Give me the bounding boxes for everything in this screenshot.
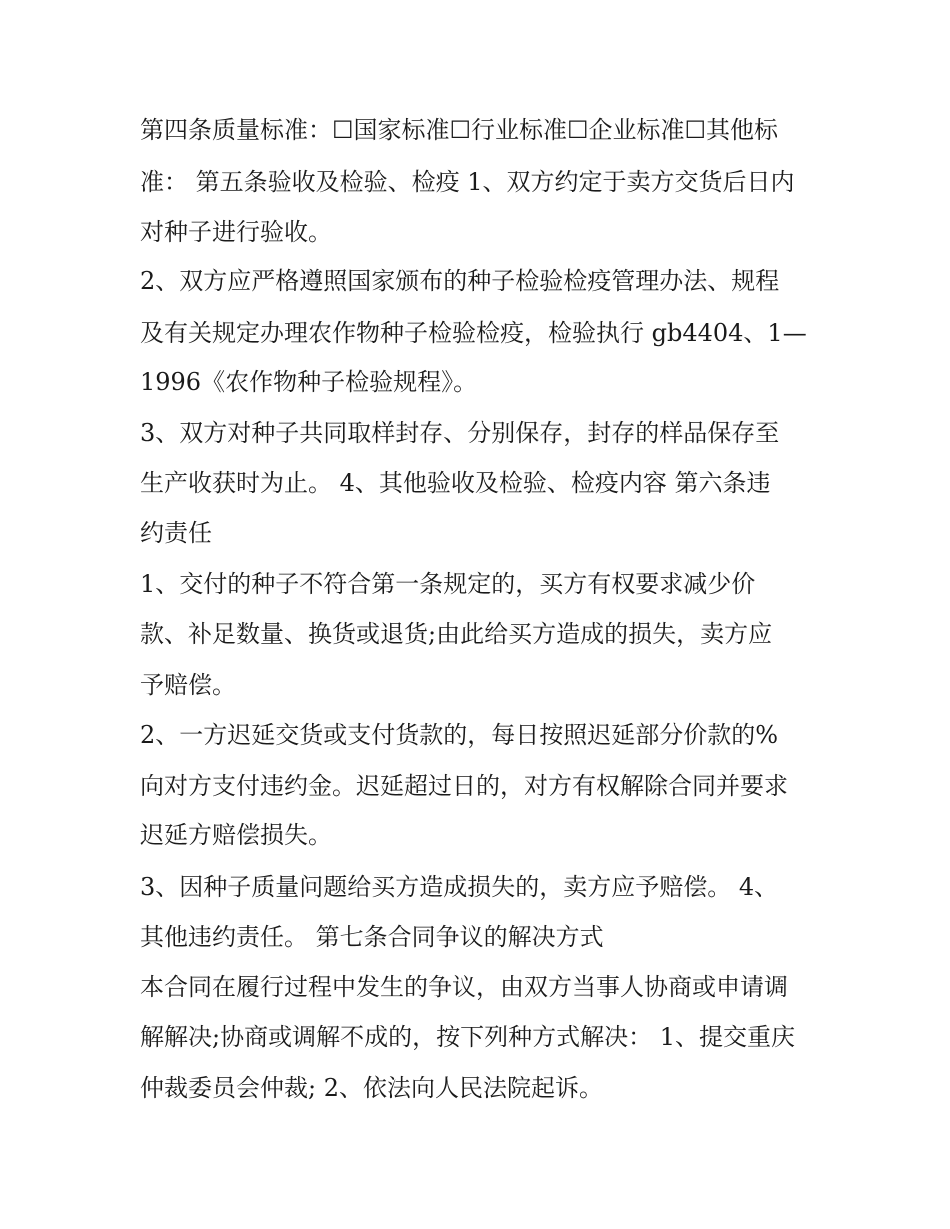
text-line: 1996《农作物种子检验规程》。 <box>140 368 478 396</box>
text-line: 生产收获时为止。 4、其他验收及检验、检疫内容 第六条违 <box>140 469 771 497</box>
text-line: 款、补足数量、换货或退货;由此给买方造成的损失，卖方应 <box>140 620 773 648</box>
text-line: 仲裁委员会仲裁; 2、依法向人民法院起诉。 <box>140 1074 603 1102</box>
text-line: 予赔偿。 <box>140 671 236 699</box>
text-line: 本合同在履行过程中发生的争议，由双方当事人协商或申请调 <box>140 973 788 1001</box>
text-line: 及有关规定办理农作物种子检验检疫，检验执行 gb4404、1— <box>140 319 807 347</box>
text-line: 3、因种子质量问题给买方造成损失的，卖方应予赔偿。 4、 <box>140 873 779 901</box>
text-line: 第四条质量标准：☐国家标准☐行业标准☐企业标准☐其他标 <box>140 116 779 144</box>
text-line: 对种子进行验收。 <box>140 218 332 246</box>
text-line: 约责任 <box>140 519 212 547</box>
text-line: 2、双方应严格遵照国家颁布的种子检验检疫管理办法、规程 <box>140 267 780 295</box>
text-line: 1、交付的种子不符合第一条规定的，买方有权要求减少价 <box>140 570 756 598</box>
text-line: 向对方支付违约金。迟延超过日的，对方有权解除合同并要求 <box>140 772 788 800</box>
text-line: 解解决;协商或调解不成的，按下列种方式解决： 1、提交重庆 <box>140 1023 795 1051</box>
text-line: 其他违约责任。 第七条合同争议的解决方式 <box>140 923 604 951</box>
text-line: 准： 第五条验收及检验、检疫 1、双方约定于卖方交货后日内 <box>140 168 795 196</box>
text-line: 2、一方迟延交货或支付货款的，每日按照迟延部分价款的% <box>140 721 779 749</box>
text-line: 3、双方对种子共同取样封存、分别保存，封存的样品保存至 <box>140 419 780 447</box>
text-line: 迟延方赔偿损失。 <box>140 821 332 849</box>
